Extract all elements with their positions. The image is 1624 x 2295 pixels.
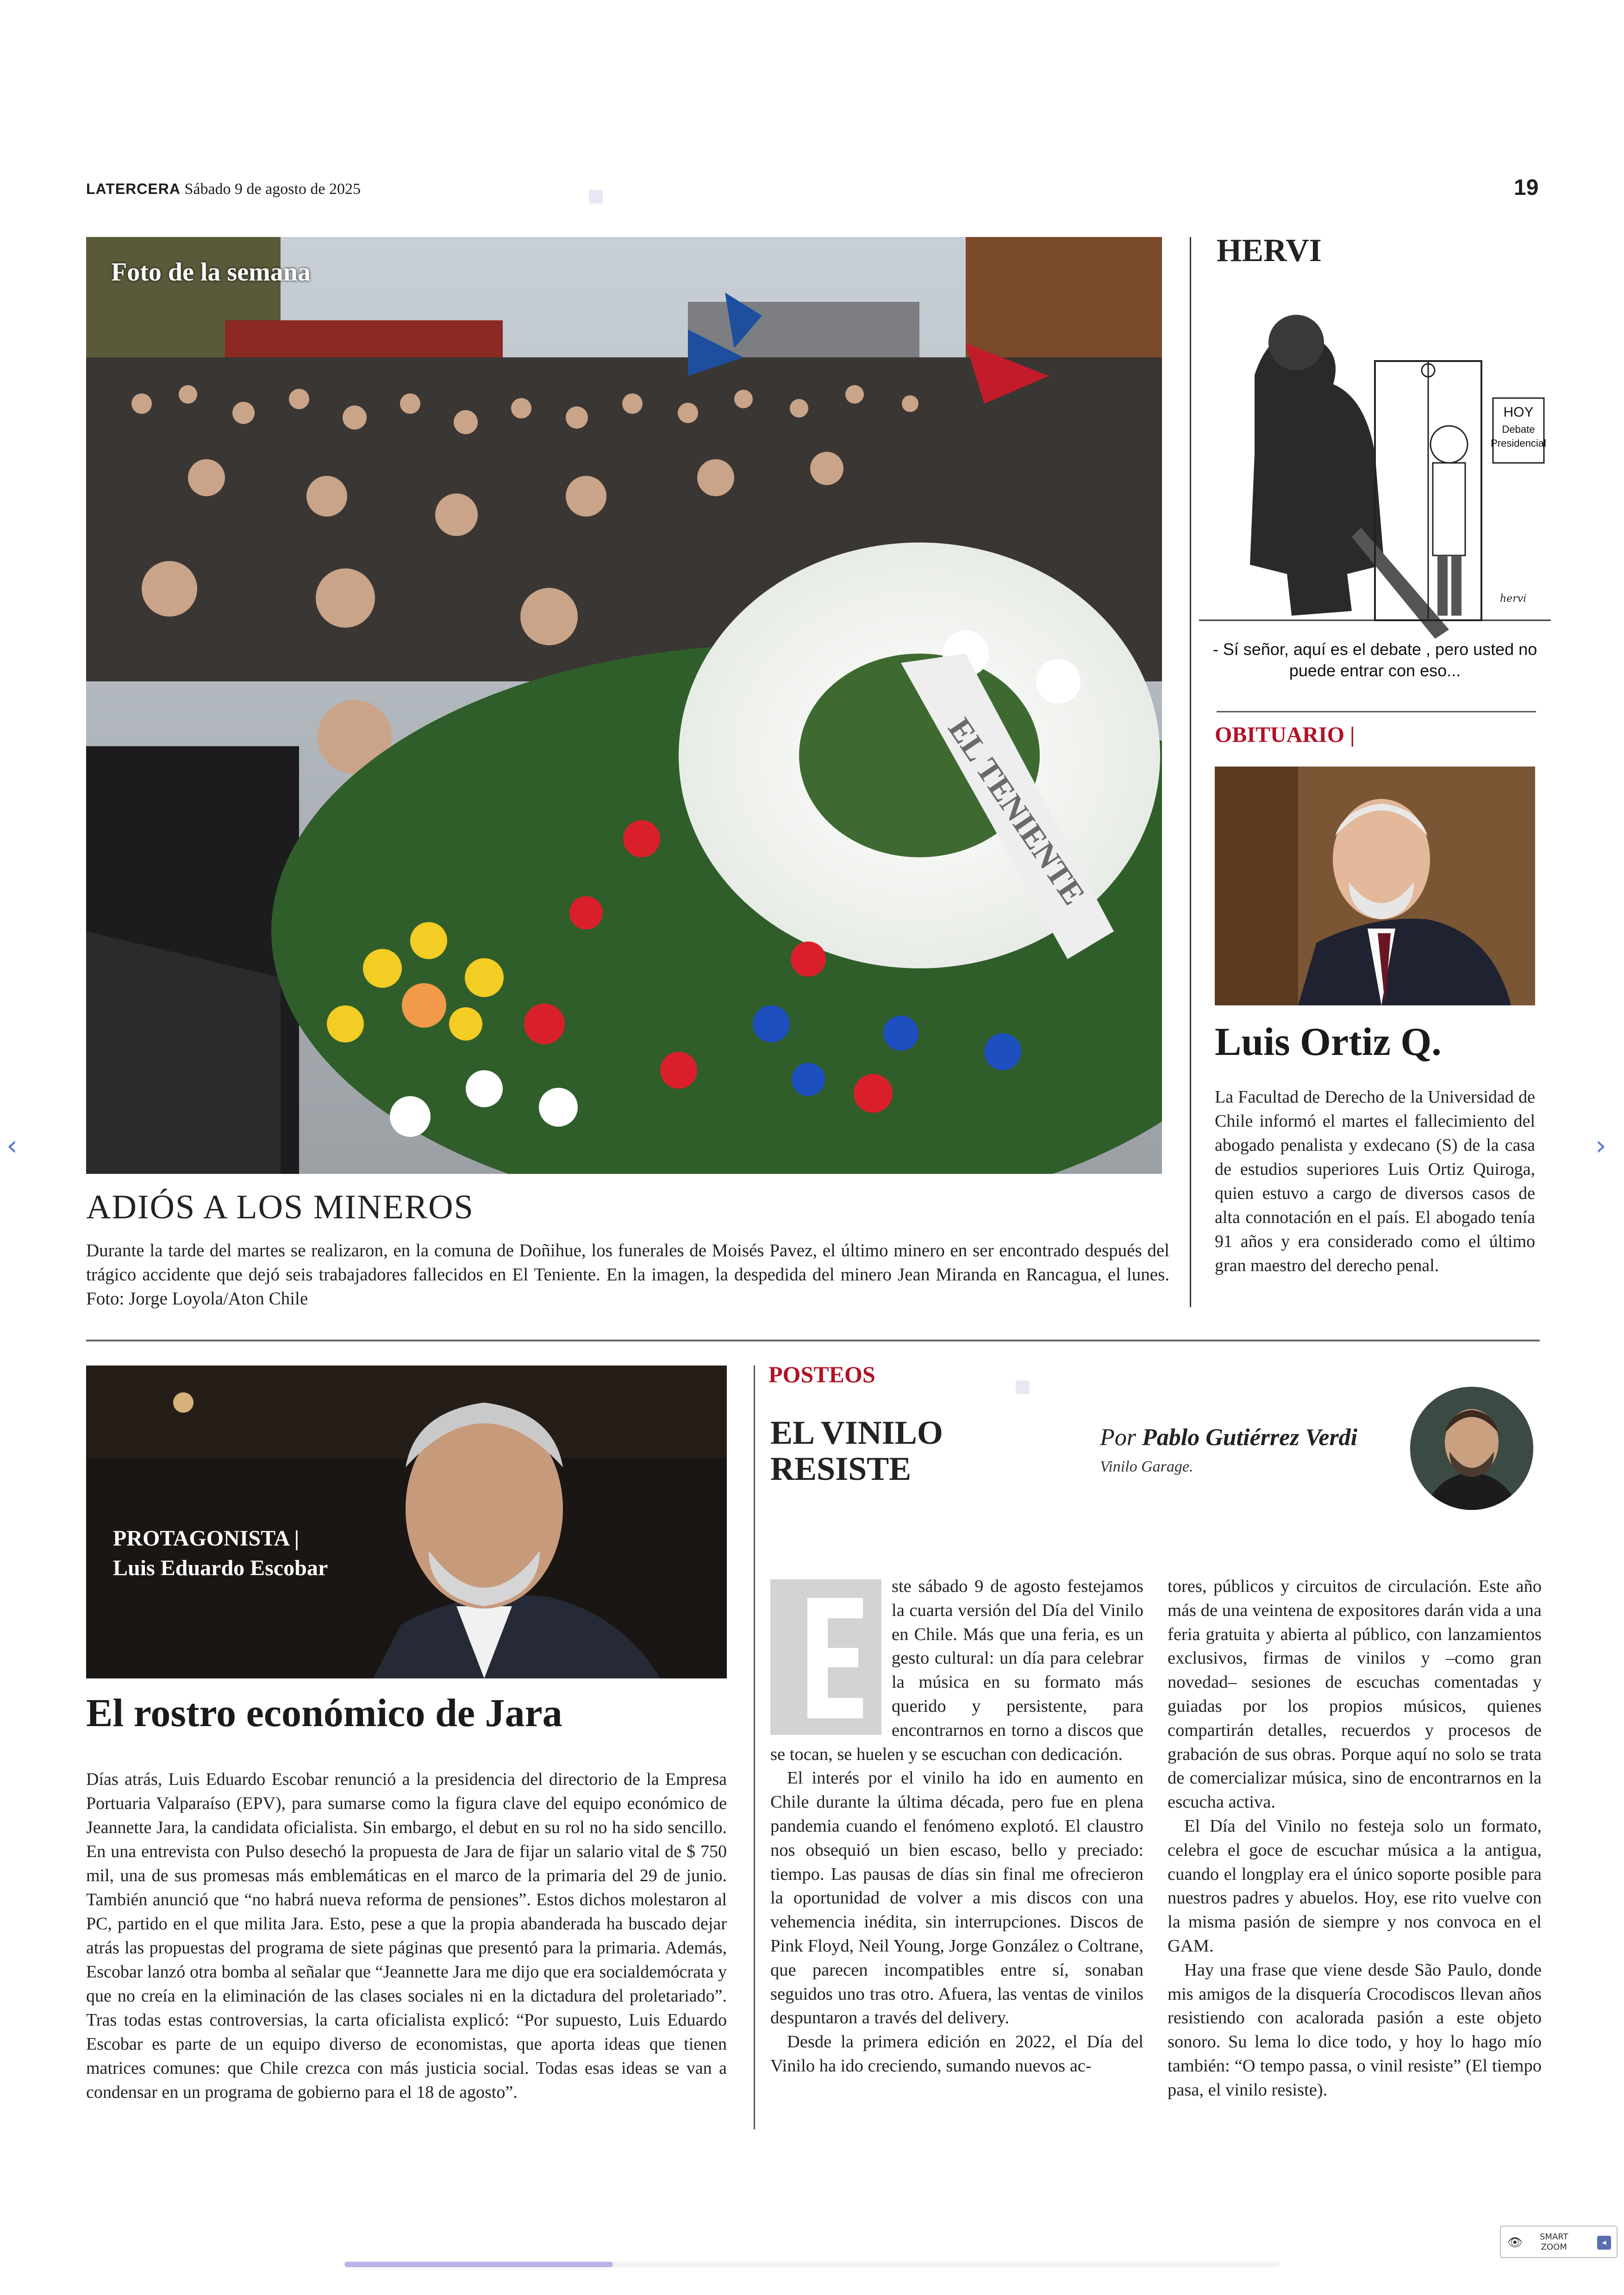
cartoon-caption: - Sí señor, aquí es el debate , pero usted no puede entrar con eso... (1212, 640, 1537, 680)
ad-marker-icon[interactable] (589, 190, 603, 204)
smart-zoom-button[interactable] (1500, 2226, 1618, 2258)
protagonist-name: Luis Eduardo Escobar (113, 1556, 328, 1580)
byline-affiliation: Vinilo Garage. (1100, 1458, 1193, 1475)
byline (1100, 1424, 1357, 1451)
protagonist-headline: El rostro económico de Jara (86, 1690, 562, 1735)
scrollbar-thumb[interactable] (344, 2262, 613, 2267)
obituary-portrait (1215, 767, 1535, 1005)
ad-marker-icon[interactable] (1016, 1380, 1030, 1394)
divider (1217, 711, 1536, 712)
eye-icon: 👁 (1507, 2236, 1523, 2250)
paragraph: Hay una frase que viene desde São Paulo, donde mis amigos de la disquería Crocodiscos llevan años resistiendo con acalorada pasión a este objeto sonoro. Su lema lo dice todo, y hoy lo hago mío también: “O tempo passa, o vinil resiste” (El tiempo pasa, el vinilo resiste). (1168, 1960, 1542, 2100)
photo-caption: Durante la tarde del martes se realizaron, en la comuna de Doñihue, los funerales de Moisés Pavez, el último minero en ser encontrado después del trágico accidente que dejó seis trabajadores fallecidos en El Teniente. En la imagen, la despedida del minero Jean Miranda en Rancagua, el lunes. Foto: Jorge Loyola/Aton Chile (86, 1241, 1169, 1309)
zoom-toggle-icon[interactable]: ◂ (1597, 2236, 1611, 2250)
page-number: 19 (1514, 175, 1539, 200)
chevron-left-icon[interactable]: ‹ (6, 1129, 18, 1162)
column-title-line1: EL VINILO (770, 1414, 943, 1451)
photo-headline: ADIÓS A LOS MINEROS (86, 1188, 474, 1226)
smart-zoom-label: SMART ZOOM (1540, 2232, 1568, 2252)
protagonist-label (113, 1524, 328, 1583)
obituary-label: OBITUARIO | (1215, 723, 1355, 747)
drop-cap (770, 1579, 881, 1735)
byline-prefix: Por (1100, 1424, 1136, 1451)
svg-text:Debate: Debate (1502, 424, 1535, 435)
byline-author: Pablo Gutiérrez Verdi (1142, 1424, 1358, 1451)
newspaper-brand: LATERCERA (86, 181, 181, 197)
column-title-line2: RESISTE (770, 1450, 912, 1487)
column-title (770, 1415, 943, 1487)
main-photo-funeral (86, 237, 1162, 1174)
cartoon-section-title: HERVI (1217, 233, 1322, 268)
svg-text:Presidencial: Presidencial (1491, 437, 1546, 449)
obituary-text: La Facultad de Derecho de la Universidad de Chile informó el martes el fallecimiento del abogado penalista y exdecano (S) de la casa de estudios superiores Luis Ortiz Quiroga, quien estuvo a cargo de diversos casos de alta connotación en el país. El abogado tenía 91 años y era considerado como el último gran maestro del derecho penal. (1215, 1087, 1535, 1275)
paragraph: tores, públicos y circuitos de circulación. Este año más de una veintena de expositores darán vida a una feria gratuita y abierta al público, con lanzamientos exclusivos, firmas de vinilos y –como gran novedad– sesiones de escuchas comentadas y guiadas por los propios músicos, quienes compartirán detalles, recuerdos y procesos de grabación de sus obras. Porque aquí no solo se trata de comercializar música, sino de encontrarnos en la escucha activa. (1168, 1577, 1542, 1812)
paragraph: El Día del Vinilo no festeja solo un formato, celebra el goce de escuchar música a la antigua, cuando el longplay era el único soporte posible para nuestros padres y abuelos. Hoy, ese rito vuelve con la misma pasión de siempre y nos convoca en el GAM. (1168, 1816, 1542, 1956)
protagonist-text: Días atrás, Luis Eduardo Escobar renunció a la presidencia del directorio de la Empresa Portuaria Valparaíso (EPV), para sumarse como la figura clave del equipo económico de Jeannette Jara, la candidata oficialista. Sin embargo, el debut en su rol no ha sido sencillo. En una entrevista con Pulso desechó la propuesta de Jara de fijar un salario vital de $ 750 mil, una de sus promesas más emblemáticas en el marco de la primaria del 29 de junio. También anunció que “no habrá nueva reforma de pensiones”. Estos dichos molestaron al PC, partido en el que milita Jara. Esto, pese a que la propia abanderada ha buscado dejar atrás las propuestas del programa de siete páginas que presentó para la primaria. Además, Escobar lanzó otra bomba al señalar que “Jeannette Jara me dijo que era socialdemócrata y que no creía en la eliminación de las clases sociales ni en la dictadura del proletariado”. Tras todas estas controversias, la carta oficialista explicó: “Por supuesto, Luis Eduardo Escobar es parte de un equipo diverso de economistas, que aporta ideas que tienen matrices comunes: que Chile crezca con más justicia social. Todas esas ideas se van a condensar en un programa de gobierno para el 18 de agosto”. (86, 1770, 727, 2102)
paragraph: ste sábado 9 de agosto festejamos la cuarta versión del Día del Vinilo en Chile. Más que una feria, es un gesto cultural: un día para celebrar la música en su formato más querido y persistente, para encontrarnos en torno a discos que se tocan, se huelen y se escuchan con dedicación. (770, 1577, 1143, 1764)
column-divider (754, 1366, 755, 2129)
section-divider (86, 1340, 1540, 1341)
svg-text:EL TENIENTE: EL TENIENTE (941, 711, 1092, 911)
paragraph: Desde la primera edición en 2022, el Día del Vinilo ha ido creciendo, sumando nuevos ac- (770, 2032, 1143, 2076)
svg-text:HOY: HOY (1503, 405, 1534, 420)
hervi-cartoon (1199, 278, 1551, 690)
article-column-1 (770, 1575, 1143, 2078)
author-avatar (1410, 1387, 1533, 1510)
chevron-right-icon[interactable]: › (1595, 1129, 1606, 1162)
page-header (86, 181, 361, 198)
protagonist-section: PROTAGONISTA | (113, 1526, 300, 1551)
svg-text:hervi: hervi (1500, 593, 1527, 605)
posteos-label: POSTEOS (768, 1361, 875, 1387)
protagonist-portrait (86, 1366, 727, 1678)
issue-date: Sábado 9 de agosto de 2025 (184, 181, 361, 198)
obituary-name: Luis Ortiz Q. (1215, 1019, 1442, 1064)
article-column-2 (1168, 1575, 1542, 2102)
column-divider (1190, 237, 1191, 1307)
paragraph: El interés por el vinilo ha ido en aumento en Chile durante la última década, pero fue en plena pandemia cuando el fenómeno explotó. El claustro nos obsequió un bien escaso, bello y preciado: tiempo. Las pausas de días sin final me ofrecieron la oportunidad de volver a mis discos con una vehemencia inédita, sin interrupciones. Discos de Pink Floyd, Neil Young, Jorge González o Coltrane, que parecen incompatibles entre sí, sonaban seguidos uno tras otro. Afuera, las ventas de vinilos despuntaron a través del delivery. (770, 1768, 1143, 2028)
photo-of-week-label: Foto de la semana (111, 258, 311, 287)
